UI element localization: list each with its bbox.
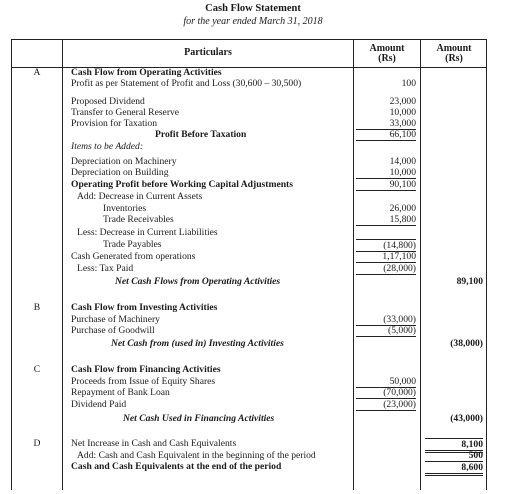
particulars-cell: Cash Flow from Financing Activities [71,364,221,375]
particulars-cell: Depreciation on Building [71,167,169,178]
particulars-cell: Profit Before Taxation [155,129,247,140]
particulars-cell: Transfer to General Reserve [71,107,180,118]
section-letter: B [33,302,41,313]
header-amount-2: Amount [436,43,472,54]
amount-cell: 50,000 [356,376,416,388]
amount-cell: 66,100 [356,129,416,141]
table-row [12,364,486,375]
amount-cell: (33,000) [356,314,416,326]
table-row [12,214,486,225]
table-row [12,387,486,398]
particulars-cell: Items to be Added: [71,141,144,152]
amount-cell: 33,000 [356,118,416,130]
total-cell: 500 [468,450,483,461]
particulars-cell: Less: Decrease in Current Liabilities [77,227,218,238]
table-row [12,96,486,107]
amount-cell: (28,000) [356,263,416,275]
particulars-cell: Trade Payables [103,239,162,250]
table-row [12,251,486,262]
particulars-cell: Depreciation on Machinery [71,156,177,167]
amount-cell: (23,000) [356,399,416,411]
particulars-cell: Less: Tax Paid [77,263,134,274]
table-row [12,129,486,140]
table-row [12,450,486,461]
total-cell: 89,100 [456,276,483,287]
total-cell: 8,100 [425,438,483,453]
particulars-cell: Inventories [103,203,147,214]
particulars-cell: Profit as per Statement of Profit and Loss (30,600 – 30,500) [71,78,302,89]
table-row [12,78,486,89]
section-letter: A [33,67,41,78]
amount-cell: 26,000 [389,203,416,214]
particulars-cell: Provision for Taxation [71,118,158,129]
particulars-cell: Add: Decrease in Current Assets [77,191,203,202]
table-row [12,118,486,129]
table-row [12,287,486,298]
particulars-cell: Purchase of Goodwill [71,325,155,336]
table-row [12,67,486,78]
table-row [12,167,486,178]
particulars-cell: Operating Profit before Working Capital Adjustments [71,179,293,190]
amount-cell: 10,000 [356,167,416,179]
amount-cell: 10,000 [389,107,416,118]
statement-subtitle: for the year ended March 31, 2018 [183,16,323,27]
amount-cell: 14,000 [389,156,416,167]
particulars-cell: Cash Generated from operations [71,251,196,262]
table-row [12,353,486,364]
table-row [12,227,486,238]
table-row [12,203,486,214]
table-row [12,399,486,410]
particulars-cell: Dividend Paid [71,399,127,410]
statement-title: Cash Flow Statement [205,3,301,14]
particulars-cell: Cash Flow from Investing Activities [71,302,218,313]
table-row [12,325,486,336]
amount-cell: 15,800 [356,214,416,226]
particulars-cell: Net Cash from (used in) Investing Activities [111,338,284,349]
amount-cell: (70,000) [356,387,416,399]
table-row [12,263,486,274]
amount-cell: (14,800) [356,239,416,252]
table-row [12,314,486,325]
particulars-cell: Net Cash Flows from Operating Activities [115,276,281,287]
table-row [12,338,486,349]
table-row [12,376,486,387]
table-row [12,156,486,167]
particulars-cell: Proposed Dividend [71,96,145,107]
particulars-cell: Proceeds from Issue of Equity Shares [71,376,216,387]
amount-cell: 90,100 [356,179,416,191]
particulars-cell: Net Increase in Cash and Cash Equivalents [71,438,237,449]
header-amount-2-unit: (Rs) [445,53,463,64]
table-row [12,438,486,449]
particulars-cell: Cash Flow from Operating Activities [71,67,222,78]
particulars-cell: Repayment of Bank Loan [71,387,170,398]
header-amount-1-unit: (Rs) [378,53,396,64]
section-letter: D [33,438,41,449]
table-row [12,191,486,202]
total-cell: (43,000) [450,413,483,424]
amount-cell: 100 [401,78,416,89]
table-row [12,179,486,190]
table-row [12,461,486,472]
table-row [12,107,486,118]
amount-cell: 1,17,100 [356,251,416,263]
section-letter: C [33,364,41,375]
table-row [12,141,486,152]
amount-cell: (5,000) [356,325,416,337]
table-row [12,413,486,424]
particulars-cell: Trade Receivables [103,214,174,225]
header-particulars: Particulars [184,47,232,58]
table-row [12,239,486,250]
header-amount-1: Amount [369,43,405,54]
particulars-cell: Purchase of Machinery [71,314,160,325]
particulars-cell: Cash and Cash Equivalents at the end of the period [71,461,282,472]
total-cell: 8,600 [425,461,483,476]
particulars-cell: Net Cash Used in Financing Activities [123,413,275,424]
amount-cell: 23,000 [389,96,416,107]
table-row [12,276,486,287]
table-row [12,302,486,313]
particulars-cell: Add: Cash and Cash Equivalent in the beginning of the period [77,450,316,461]
cash-flow-table [11,39,487,490]
total-cell: (38,000) [450,338,483,349]
